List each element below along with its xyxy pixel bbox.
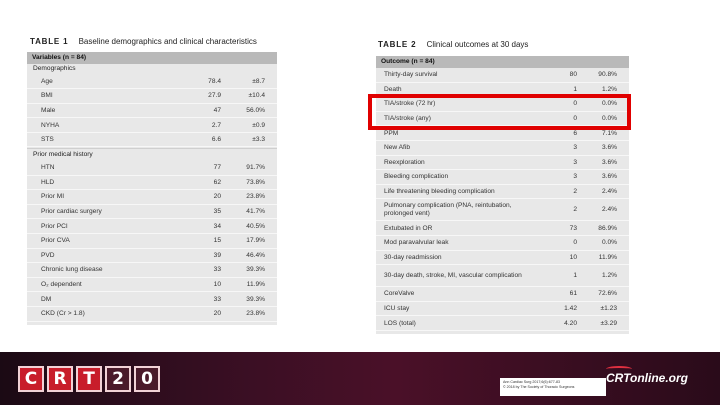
row-count: 0 xyxy=(573,239,577,247)
table-row xyxy=(376,141,629,156)
credit-citation: Ann Cardiac Surg 2017;6(6):677-83 xyxy=(503,380,560,384)
row-label: PPM xyxy=(384,129,399,137)
table-row xyxy=(376,156,629,171)
table-row xyxy=(376,170,629,185)
row-percent: 72.6% xyxy=(598,290,617,298)
row-percent: 40.5% xyxy=(246,222,265,230)
row-count: 4.20 xyxy=(564,319,577,327)
row-label: TIA/stroke (72 hr) xyxy=(384,100,436,108)
row-label: PVD xyxy=(41,251,55,259)
logo-letter: T xyxy=(76,366,102,392)
row-label: Male xyxy=(41,106,56,114)
table1 xyxy=(27,52,277,325)
row-count: 80 xyxy=(569,71,577,79)
row-percent: 11.9% xyxy=(246,281,265,289)
row-label: LOS (total) xyxy=(384,319,416,327)
row-label: ICU stay xyxy=(384,305,410,313)
row-count: 2.7 xyxy=(211,121,221,129)
table-row xyxy=(27,133,277,148)
table-row xyxy=(376,236,629,251)
row-label: TIA/stroke (any) xyxy=(384,115,431,123)
crtonline-link[interactable] xyxy=(606,371,688,385)
row-percent: 0.0% xyxy=(601,115,617,123)
crt20-logo xyxy=(18,366,160,392)
row-percent: 3.6% xyxy=(601,158,617,166)
table-row xyxy=(376,68,629,83)
table-row xyxy=(27,205,277,220)
row-label: CoreValve xyxy=(384,290,415,298)
row-count: 10 xyxy=(569,253,577,261)
row-label: Prior PCI xyxy=(41,222,68,230)
row-label: Bleeding complication xyxy=(384,173,449,181)
table2-title xyxy=(378,40,528,49)
row-count: 1.42 xyxy=(564,305,577,313)
row-count: 10 xyxy=(213,281,221,289)
table-row xyxy=(27,278,277,293)
row-count: 35 xyxy=(213,208,221,216)
table2-caption: Clinical outcomes at 30 days xyxy=(426,40,529,49)
table-row xyxy=(376,221,629,236)
row-label: 30-day death, stroke, MI, vascular complication xyxy=(384,271,522,279)
row-percent: 86.9% xyxy=(598,224,617,232)
row-label: NYHA xyxy=(41,121,60,129)
row-count: 0 xyxy=(573,115,577,123)
row-count: 3 xyxy=(573,173,577,181)
row-percent: 39.3% xyxy=(246,295,265,303)
table-row xyxy=(27,161,277,176)
row-percent: 41.7% xyxy=(246,208,265,216)
table1-body xyxy=(27,64,277,325)
row-percent: 39.3% xyxy=(246,266,265,274)
row-count: 39 xyxy=(213,251,221,259)
row-percent: 1.2% xyxy=(601,272,617,280)
row-percent: 1.2% xyxy=(601,85,617,93)
row-label: HLD xyxy=(41,178,55,186)
row-label: Prior CVA xyxy=(41,237,70,245)
row-label: CKD (Cr > 1.8) xyxy=(41,310,85,318)
row-label: HTN xyxy=(41,164,55,172)
table-row xyxy=(27,75,277,90)
row-label: STS xyxy=(41,136,54,144)
brand-prefix: CRT xyxy=(606,371,630,385)
row-label: Age xyxy=(41,77,53,85)
table1-section-demographics: Demographics xyxy=(33,65,76,72)
row-percent: ±0.9 xyxy=(252,121,265,129)
row-percent: 46.4% xyxy=(246,251,265,259)
row-count: 15 xyxy=(213,237,221,245)
row-count: 3 xyxy=(573,158,577,166)
row-label: Prior cardiac surgery xyxy=(41,208,102,216)
table2-header: Outcome (n = 84) xyxy=(376,56,629,68)
logo-letter: R xyxy=(47,366,73,392)
table-row xyxy=(376,265,629,287)
row-count: 20 xyxy=(213,193,221,201)
row-percent: 0.0% xyxy=(601,100,617,108)
row-percent: ±1.23 xyxy=(600,305,617,313)
table1-title xyxy=(30,37,257,46)
row-percent: ±8.7 xyxy=(252,77,265,85)
table-row xyxy=(376,287,629,302)
table-row xyxy=(27,234,277,249)
row-count: 78.4 xyxy=(208,77,221,85)
row-count: 1 xyxy=(573,272,577,280)
row-count: 33 xyxy=(213,266,221,274)
row-percent: ±3.3 xyxy=(252,136,265,144)
row-percent: 7.1% xyxy=(601,129,617,137)
row-percent: ±3.29 xyxy=(600,319,617,327)
row-label: O₂ dependent xyxy=(41,281,82,289)
row-count: 1 xyxy=(573,85,577,93)
row-label: BMI xyxy=(41,92,53,100)
swoosh-icon xyxy=(606,366,632,372)
row-label: New Afib xyxy=(384,144,411,152)
table-row xyxy=(27,263,277,278)
row-count: 2 xyxy=(573,206,577,214)
row-count: 62 xyxy=(213,178,221,186)
row-percent: 56.0% xyxy=(246,106,265,114)
table1-section-history: Prior medical history xyxy=(33,151,93,159)
table1-header: Variables (n = 84) xyxy=(27,52,277,64)
table-row xyxy=(27,307,277,322)
table-row xyxy=(27,104,277,119)
row-label: Mod paravalvular leak xyxy=(384,239,449,247)
row-count: 47 xyxy=(213,106,221,114)
table1-caption: Baseline demographics and clinical characteristics xyxy=(78,37,257,46)
row-percent: 23.8% xyxy=(246,310,265,318)
row-percent: 3.6% xyxy=(601,173,617,181)
row-percent: 11.9% xyxy=(598,253,617,261)
row-percent: 90.8% xyxy=(598,71,617,79)
table-row xyxy=(27,190,277,205)
row-percent: 23.8% xyxy=(246,193,265,201)
row-percent: 2.4% xyxy=(601,188,617,196)
table-row xyxy=(376,199,629,221)
row-count: 61 xyxy=(569,290,577,298)
table1-number: TABLE 1 xyxy=(30,37,69,46)
row-label: Extubated in OR xyxy=(384,224,433,232)
table-row xyxy=(376,316,629,331)
credit-copyright: © 2018 by The Society of Thoracic Surgeons xyxy=(503,385,575,389)
row-percent: 3.6% xyxy=(601,144,617,152)
row-count: 3 xyxy=(573,144,577,152)
brand-suffix: online.org xyxy=(630,371,688,385)
row-percent: 0.0% xyxy=(601,239,617,247)
row-count: 2 xyxy=(573,188,577,196)
row-count: 73 xyxy=(569,224,577,232)
table-row xyxy=(376,302,629,317)
row-label: Prior MI xyxy=(41,193,65,201)
table-row xyxy=(27,118,277,133)
row-label: Thirty-day survival xyxy=(384,71,438,79)
logo-letter: C xyxy=(18,366,44,392)
row-label: DM xyxy=(41,295,52,303)
highlight-box xyxy=(368,94,631,130)
table-row xyxy=(27,89,277,104)
row-count: 33 xyxy=(213,295,221,303)
table-row xyxy=(27,249,277,264)
logo-letter: 2 xyxy=(105,366,131,392)
row-count: 34 xyxy=(213,222,221,230)
row-label: 30-day readmission xyxy=(384,253,442,261)
table1-divider xyxy=(27,148,277,149)
table-row xyxy=(27,292,277,307)
row-label: Reexploration xyxy=(384,158,425,166)
row-label: Life threatening bleeding complication xyxy=(384,188,495,196)
row-count: 6.6 xyxy=(211,136,221,144)
table-row xyxy=(376,251,629,266)
table2-number: TABLE 2 xyxy=(378,40,417,49)
row-count: 6 xyxy=(573,129,577,137)
row-count: 0 xyxy=(573,100,577,108)
row-percent: ±10.4 xyxy=(248,92,265,100)
row-count: 27.9 xyxy=(208,92,221,100)
source-credit xyxy=(500,378,606,396)
table-row xyxy=(376,185,629,200)
logo-letter: 0 xyxy=(134,366,160,392)
table-row xyxy=(27,176,277,191)
row-percent: 91.7% xyxy=(246,164,265,172)
row-percent: 73.8% xyxy=(246,178,265,186)
table-row xyxy=(27,219,277,234)
row-label: Pulmonary complication (PNA, reintubation, prolonged vent) xyxy=(384,202,512,217)
row-count: 77 xyxy=(213,164,221,172)
row-label: Death xyxy=(384,85,402,93)
row-percent: 17.9% xyxy=(246,237,265,245)
row-label: Chronic lung disease xyxy=(41,266,103,274)
row-count: 20 xyxy=(213,310,221,318)
row-percent: 2.4% xyxy=(601,206,617,214)
